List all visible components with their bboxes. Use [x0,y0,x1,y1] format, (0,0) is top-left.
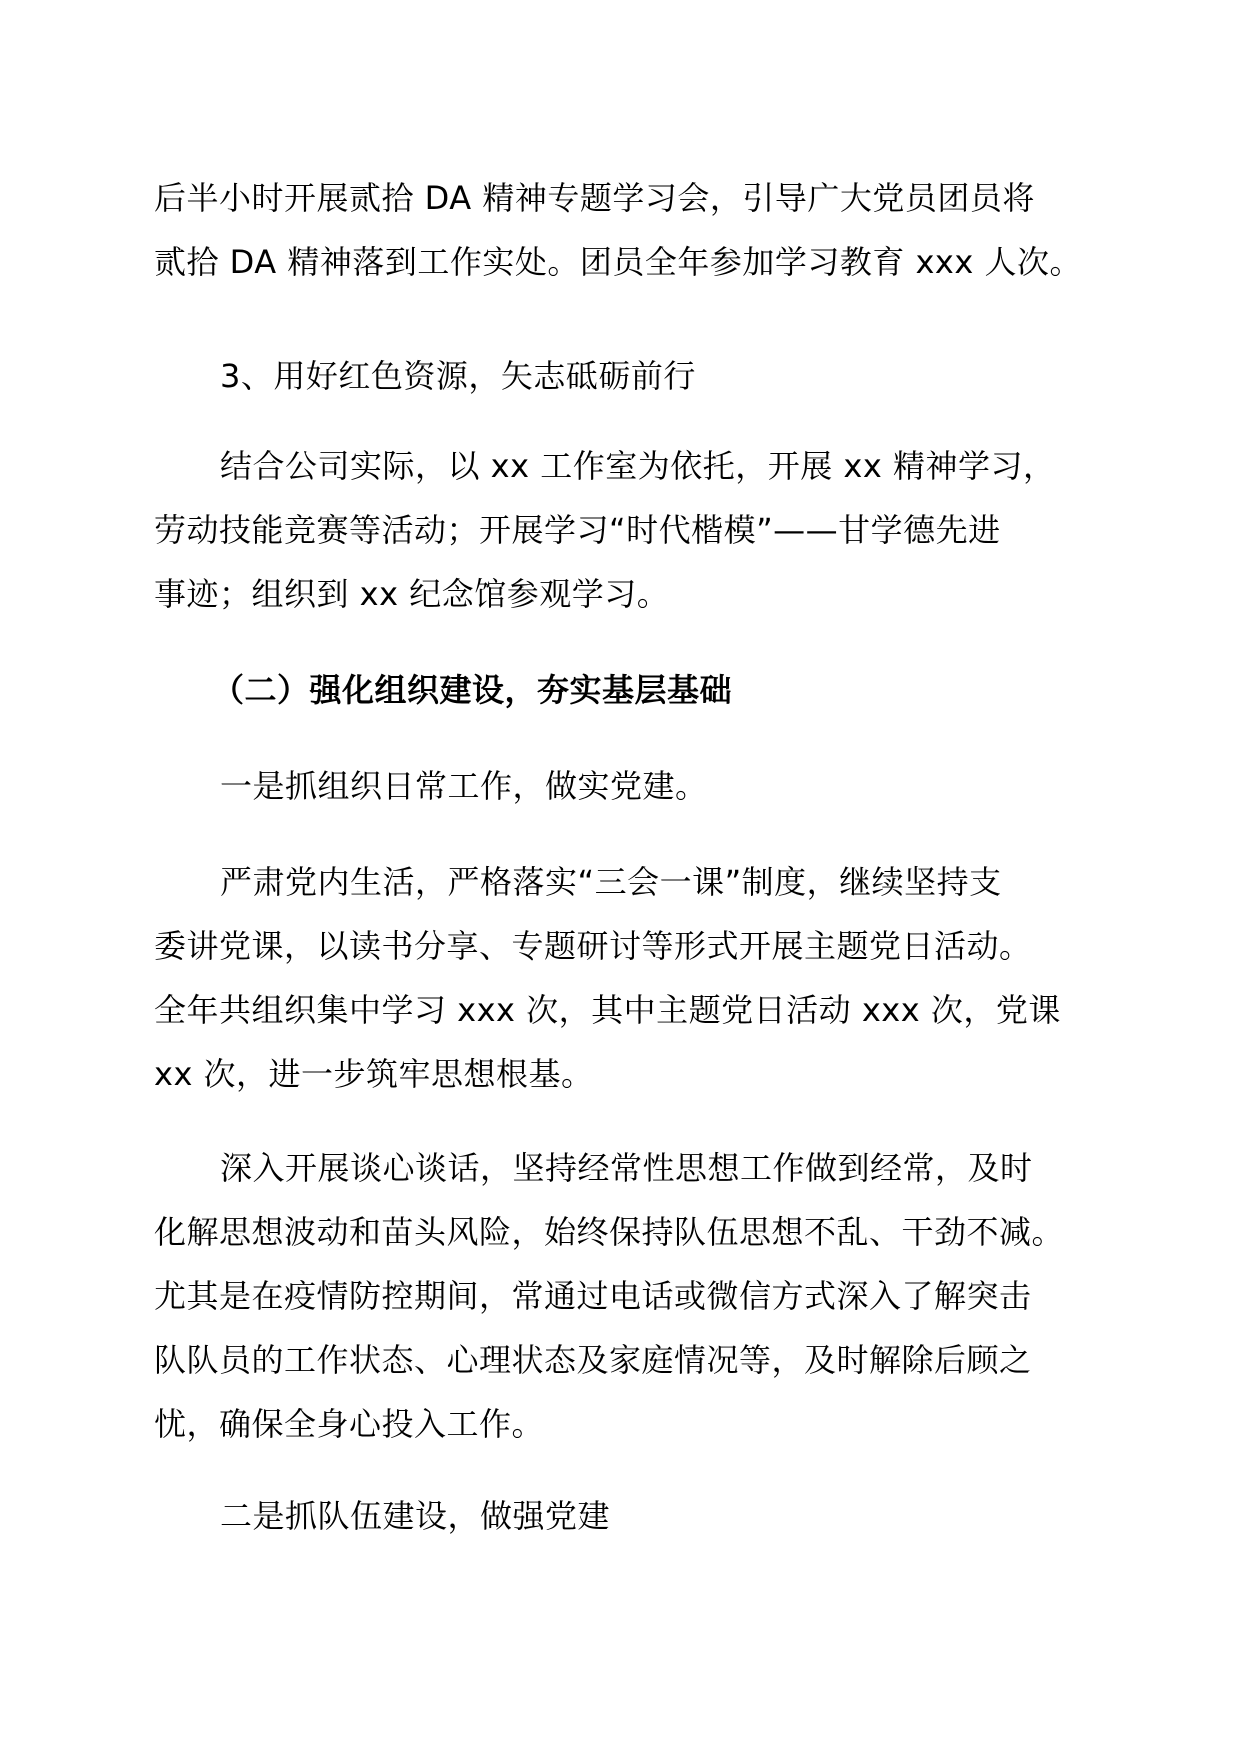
text-line: 贰拾 DA 精神落到工作实处。团员全年参加学习教育 xxx 人次。 [154,243,1082,281]
paragraph-heart-to-heart [154,1136,1084,1456]
text-line: 一是抓组织日常工作，做实党建。 [220,767,708,805]
text-line: 全年共组织集中学习 xxx 次，其中主题党日活动 xxx 次，党课 [154,991,1061,1029]
text-line: 劳动技能竞赛等活动；开展学习“时代楷模”——甘学德先进 [154,511,1001,549]
text-line: 忧，确保全身心投入工作。 [154,1405,545,1443]
text-line: 化解思想波动和苗头风险，始终保持队伍思想不乱、干劲不减。 [154,1213,1065,1251]
paragraph-continuation [154,166,1084,294]
text-line: 委讲党课，以读书分享、专题研讨等形式开展主题党日活动。 [154,927,1032,965]
text-line: 队队员的工作状态、心理状态及家庭情况等，及时解除后顾之 [154,1341,1032,1379]
point-one-heading [154,754,1084,818]
paragraph-company-practice [154,434,1084,626]
text-line: 深入开展谈心谈话，坚持经常性思想工作做到经常，及时 [220,1149,1033,1187]
text-line: 事迹；组织到 xx 纪念馆参观学习。 [154,575,670,613]
point-two-heading [154,1484,1084,1548]
text-line: 严肃党内生活，严格落实“三会一课”制度，继续坚持支 [220,863,1002,901]
text-line: 后半小时开展贰拾 DA 精神专题学习会，引导广大党员团员将 [154,179,1035,217]
text-line: 尤其是在疫情防控期间，常通过电话或微信方式深入了解突击 [154,1277,1032,1315]
text-line: 3、用好红色资源，矢志砥砺前行 [220,357,696,395]
text-line: 二是抓队伍建设，做强党建 [220,1497,611,1535]
text-line: xx 次，进一步筑牢思想根基。 [154,1055,594,1093]
subheading-red-resources [154,344,1084,408]
section-heading [212,658,1142,722]
text-line: 结合公司实际，以 xx 工作室为依托，开展 xx 精神学习， [220,447,1056,485]
text-line: （二）强化组织建设，夯实基层基础 [212,671,733,709]
paragraph-party-life [154,850,1084,1106]
